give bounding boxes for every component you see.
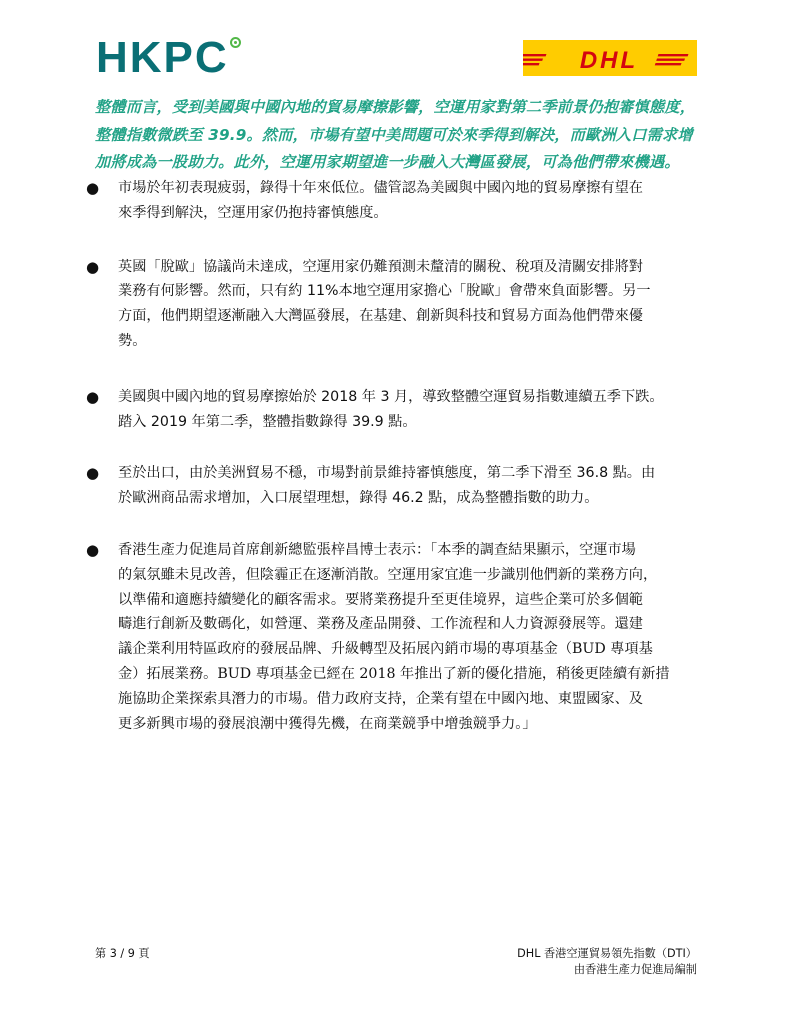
bullet-line: 至於出口，由於美洲貿易不穩，市場對前景維持審慎態度，第二季下滑至 36.8 點。由 — [118, 465, 656, 482]
bullet-list — [86, 176, 706, 736]
bullet-line: 勢。 — [118, 332, 147, 349]
dhl-logo-text: DHL — [579, 47, 639, 74]
bullet-line: 方面，他們期望逐漸融入大灣區發展，在基建、創新與科技和貿易方面為他們帶來優 — [118, 308, 643, 325]
bullet-marker-icon: ● — [86, 387, 100, 406]
bullet-line: 金）拓展業務。BUD 專項基金已經在 2018 年推出了新的優化措施，稍後更陸續有新措 — [118, 665, 670, 682]
bullet-item — [86, 255, 706, 354]
headline-summary — [95, 94, 735, 177]
bullet-item — [86, 538, 706, 736]
bullet-line: 踏入 2019 年第二季，整體指數錄得 39.9 點。 — [118, 413, 417, 430]
headline-line: 整體而言，受到美國與中國內地的貿易摩擦影響，空運用家對第二季前景仍抱審慎態度， — [95, 98, 696, 116]
bullet-line: 於歐洲商品需求增加，入口展望理想，錄得 46.2 點，成為整體指數的助力。 — [118, 490, 599, 507]
bullet-line: 疇進行創新及數碼化，如營運、業務及產品開發、工作流程和人力資源發展等。還建 — [118, 616, 643, 633]
bullet-line: 更多新興市場的發展浪潮中獲得先機，在商業競爭中增強競爭力。」 — [118, 715, 537, 732]
bullet-marker-icon: ● — [86, 464, 100, 483]
bullet-line: 以準備和適應持續變化的顧客需求。要將業務提升至更佳境界，這些企業可於多個範 — [118, 591, 643, 608]
bullet-line: 業務有何影響。然而，只有約 11%本地空運用家擔心「脫歐」會帶來負面影響。另一 — [118, 283, 651, 300]
bullet-line: 施協助企業探索具潛力的市場。借力政府支持，企業有望在中國內地、東盟國家、及 — [118, 690, 643, 707]
bullet-line: 英國「脫歐」協議尚未達成，空運用家仍難預測未釐清的關稅、稅項及清關安排將對 — [118, 258, 643, 275]
footer-title: DHL 香港空運貿易領先指數（DTI） — [517, 947, 697, 960]
footer-credits — [517, 946, 697, 978]
bullet-line: 的氣氛雖未見改善，但陰霾正在逐漸消散。空運用家宜進一步識別他們新的業務方向， — [118, 566, 658, 583]
bullet-line: 市場於年初表現疲弱，錄得十年來低位。儘管認為美國與中國內地的貿易摩擦有望在 — [118, 180, 643, 196]
hkpc-logo-mark-icon — [230, 37, 241, 48]
bullet-item — [86, 176, 706, 226]
page-number: 第 3 / 9 頁 — [95, 947, 150, 960]
bullet-item — [86, 461, 706, 511]
headline-line: 整體指數微跌至 39.9。然而，市場有望中美問題可於來季得到解決，而歐洲入口需求增 — [95, 125, 693, 144]
bullet-marker-icon: ● — [86, 540, 100, 559]
bullet-line: 議企業利用特區政府的發展品牌、升級轉型及拓展內銷市場的專項基金（BUD 專項基 — [118, 641, 653, 658]
footer-compiled-by: 由香港生產力促進局編制 — [573, 963, 697, 976]
bullet-marker-icon: ● — [86, 257, 100, 276]
bullet-line: 香港生產力促進局首席創新總監張梓昌博士表示：「本季的調查結果顯示，空運市場 — [118, 541, 636, 558]
bullet-marker-icon: ● — [86, 179, 100, 197]
hkpc-logo-text: HKPC — [96, 33, 229, 82]
dhl-logo — [523, 40, 697, 76]
bullet-line: 美國與中國內地的貿易摩擦始於 2018 年 3 月，導致整體空運貿易指數連續五季下跌。 — [118, 388, 664, 405]
headline-line: 加將成為一股助力。此外，空運用家期望進一步融入大灣區發展，可為他們帶來機遇。 — [95, 153, 680, 171]
bullet-line: 來季得到解決，空運用家仍抱持審慎態度。 — [118, 204, 388, 221]
bullet-item — [86, 385, 706, 435]
hkpc-logo — [96, 33, 241, 82]
